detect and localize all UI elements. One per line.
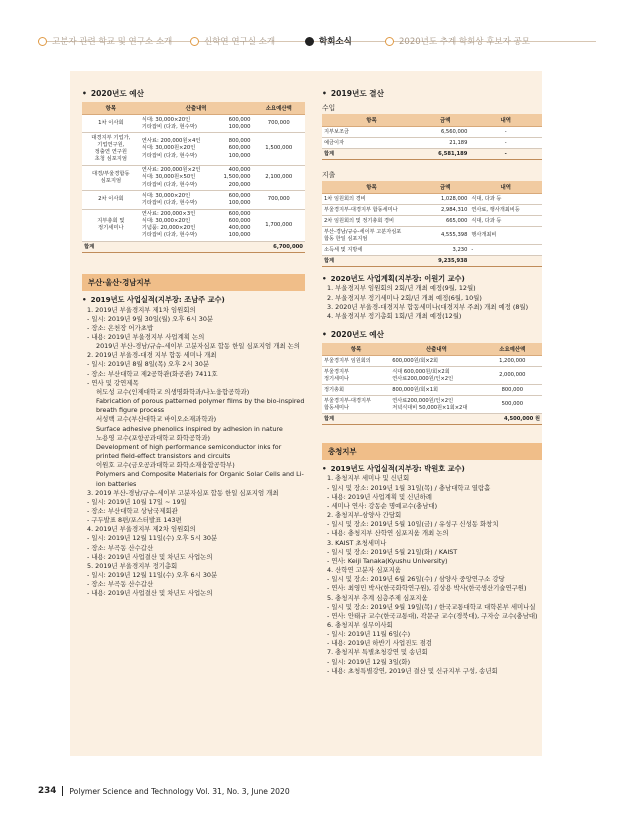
col-header: 산출내역: [140, 102, 253, 115]
total-label: 합계: [322, 414, 390, 425]
list-item: - 내용: 초청특별강연, 2019년 결산 및 신규지부 구성, 송년회: [327, 666, 498, 675]
list-item: Development of high performance semiconductor inks for printed field-effect transistors and circuits: [96, 442, 282, 461]
cell-detail: 600,000원/회×2회: [390, 356, 482, 367]
total-note: [469, 256, 542, 267]
table-total-row: [322, 414, 542, 425]
list-item: 2019년 부산-경남/규슈-세이부 고분자심포 합동 한일 심포지엄 개최 논의: [96, 342, 300, 351]
list-item: - 일시: 2019년 11월 6일(수): [327, 630, 411, 639]
plan-heading: • 2020년도 사업계획(지부장: 이원기 교수): [322, 274, 542, 284]
cell-total: 500,000: [483, 396, 542, 414]
left-column: [82, 88, 305, 599]
table-row: [82, 115, 305, 133]
cell-detail: 연사료: 200,000원×2인 식대: 30,000원×50인 기타잡비 (다과, 현수막): [140, 165, 216, 190]
cell-total: 1,700,000: [253, 209, 306, 242]
cell-note: 행사개최비: [469, 227, 542, 245]
col-header: 항목: [322, 181, 421, 194]
list-item: 7. 충청지부 특별초청강연 및 송년회: [327, 648, 428, 657]
cell-amounts: 800,000 600,000 100,000: [215, 133, 252, 166]
cell-amounts: 600,000 100,000: [215, 191, 252, 209]
cell-amount: 6,560,000: [421, 127, 469, 138]
nav-item-labs[interactable]: [190, 35, 275, 47]
nav-item-schools[interactable]: [38, 35, 172, 47]
nav-item-news[interactable]: [305, 35, 352, 47]
cell-item: 부울경지부 임원회의: [322, 356, 390, 367]
table-total-row: [322, 256, 542, 267]
cell-detail: 식대: 30,000×20인 기타잡비 (다과, 현수막): [140, 115, 216, 133]
cell-item: 2차 임원회의 및 정기총회 경비: [322, 216, 421, 227]
activity-heading: • 2019년도 사업실적(지부장: 박원호 교수): [322, 464, 542, 474]
cell-item: 대경지부 기업가, 기업연구원, 정출연 연구원 초청 심포지엄: [82, 133, 140, 166]
cell-item: 부울경지부 정기세미나: [322, 367, 390, 385]
list-item: - 내용: 2019년 사업계획 및 신년하례: [327, 492, 432, 501]
cell-detail: 연사료200,000원/인×2인 저녁식대비 50,000원×1회×2대: [390, 396, 482, 414]
cell-amount: 665,000: [421, 216, 469, 227]
section-title-busan: 부산·울산·경남지부: [82, 274, 305, 291]
total-value: 9,235,938: [421, 256, 469, 267]
budget-heading: • 2020년도 예산: [82, 88, 305, 99]
col-header: 항목: [82, 102, 140, 115]
cell-item: 예금이자: [322, 138, 421, 149]
list-item: - 장소: 부산대학교 상남국제회관: [87, 506, 178, 515]
cell-amounts: 600,000 600,000 400,000 100,000: [215, 209, 252, 242]
income-table: [322, 114, 542, 160]
table-row: [322, 227, 542, 245]
list-item: 5. 충청지부 추계 심층주제 심포지움: [327, 593, 428, 602]
list-item: - 일시: 2019년 8월 8일(목) 오후 2시 30분: [87, 360, 209, 369]
table-row: [322, 396, 542, 414]
total-label: 합계: [82, 242, 140, 253]
top-navigation: [0, 0, 622, 70]
list-item: 3. KAIST 초청세미나: [327, 538, 387, 547]
cell-item: 부울경지부-대경지부 합동세미나: [322, 396, 390, 414]
table-row: [322, 245, 542, 256]
section-title-chungcheong: 충청지부: [322, 443, 542, 460]
list-item: 2. 충청지부-삼양사 간담회: [327, 511, 402, 520]
list-item: 5. 2019년 부울경지부 정기총회: [87, 561, 178, 570]
list-item: 허도성 교수(인제대학교 의생명화학과/나노융합공학과): [96, 387, 250, 396]
table-row: [322, 138, 542, 149]
chungcheong-activity-list: [322, 464, 542, 676]
cell-note: 식대, 다과 등: [469, 216, 542, 227]
cell-detail: 식대: 30,000×20인 기타잡비 (다과, 현수막): [140, 191, 216, 209]
list-item: - 일시: 2019년 12월 3일(화): [327, 657, 411, 666]
list-item: - 장소: 온천장 어가초밥: [87, 323, 154, 332]
table-row: [322, 385, 542, 396]
list-item: - 일시 및 장소: 2019년 5월 10일(금) / 유성구 신성동 화창치: [327, 520, 499, 529]
table-row: [322, 127, 542, 138]
list-item: - 장소: 부곡동 산수갑산: [87, 543, 154, 552]
table-row: [322, 205, 542, 216]
cell-item: 정기총회: [322, 385, 390, 396]
cell-note: -: [469, 245, 542, 256]
list-item: - 연사: Keiji Tanaka(Kyushu University): [327, 556, 448, 565]
page-footer: [38, 786, 290, 796]
page-number: 234: [38, 786, 57, 796]
nav-item-label: 고분자 관련 학교 및 연구소 소개: [52, 37, 173, 47]
list-item: 6. 충청지부 실무이사회: [327, 620, 393, 629]
list-item: - 일시: 2019년 12월 11일(수) 오후 5시 30분: [87, 534, 218, 543]
cell-item: 부산-경남/규슈-세이부 고분자심포 합동 한일 심포지엄: [322, 227, 421, 245]
budget2020-heading: • 2020년도 예산: [322, 329, 542, 340]
cell-amounts: 400,000 1,500,000 200,000: [215, 165, 252, 190]
plan-item: 4. 부울경지부 정기총회 1회/년 개최 예정(12월): [327, 311, 462, 320]
list-item: Surface adhesive phenolics inspired by adhesion in nature: [96, 424, 283, 433]
list-item: Polymers and Composite Materials for Organic Solar Cells and Li-ion batteries: [96, 470, 304, 488]
nav-item-awards[interactable]: [385, 35, 530, 47]
cell-total: 700,000: [253, 191, 306, 209]
table-row: [82, 165, 305, 190]
table-row: [82, 209, 305, 242]
list-item: 2. 2019년 부울경-대경 지부 합동 세미나 개최: [87, 351, 217, 360]
list-item: - 연사: 안태규 교수(한국교통대), 곽문규 교수(경북대), 구자승 교수(충남대): [327, 611, 538, 620]
cell-total: 2,000,000: [483, 367, 542, 385]
cell-item: 1차 이사회: [82, 115, 140, 133]
col-header: 항목: [322, 114, 421, 127]
list-item: - 연사: 최영민 박사(한국화학연구원), 김상용 박사(한국생산기술연구원): [327, 584, 527, 593]
expense-table: [322, 181, 542, 267]
footer-divider: [62, 786, 63, 796]
plan-item: 2. 부울경지부 정기세미나 2회/년 개최 예정(6월, 10월): [327, 293, 482, 302]
busan-activity-list: [82, 295, 305, 598]
col-header: 내역: [469, 181, 542, 194]
col-header: 내역: [469, 114, 542, 127]
cell-detail: 800,000원/회×1회: [390, 385, 482, 396]
plan-item: 1. 부울경지부 임원회의 2회/년 개최 예정(9월, 12월): [327, 284, 476, 293]
total-value: 4,500,000 원: [390, 414, 542, 425]
journal-name: Polymer Science and Technology Vol. 31, No. 3, June 2020: [69, 786, 290, 796]
list-item: - 일시 및 장소: 2019년 1월 31일(목) / 충남대학교 열람홀: [327, 483, 491, 492]
list-item: - 일시 및 장소: 2019년 5월 21일(화) / KAIST: [327, 547, 458, 556]
cell-amounts: 600,000 100,000: [215, 115, 252, 133]
nav-item-label: 신학연 연구실 소개: [204, 37, 276, 47]
list-item: - 내용: 2019년 하반기 사업진도 점검: [327, 639, 432, 648]
nav-item-label: 학회소식: [319, 37, 352, 47]
list-item: - 내용: 2019년 사업결산 및 차년도 사업논의: [87, 589, 213, 598]
list-item: 4. 산학연 고분자 심포지움: [327, 566, 401, 575]
list-item: 1. 2019년 부울경지부 제1차 임원회의: [87, 305, 196, 314]
cell-total: 800,000: [483, 385, 542, 396]
cell-note: -: [469, 127, 542, 138]
right-column: [322, 88, 542, 676]
income-label: 수입: [322, 104, 336, 112]
cell-total: 1,200,000: [483, 356, 542, 367]
col-header: 소요예산액: [483, 343, 542, 356]
list-item: - 장소: 부곡동 산수갑산: [87, 580, 154, 589]
table-total-row: [322, 149, 542, 160]
nav-item-label: 2020년도 추계 학회상 후보자 공모: [399, 37, 530, 47]
col-header: 항목: [322, 343, 390, 356]
table-row: [322, 367, 542, 385]
list-item: Fabrication of porous patterned polymer films by the bio-inspired breath figure process: [96, 397, 305, 415]
cell-detail: 연사료: 200,000원×4인 식대: 30,000원×20인 기타잡비 (다과, 현수막): [140, 133, 216, 166]
list-item: - 내용: 충청지부 산학연 심포지움 개최 논의: [327, 529, 449, 538]
list-item: - 구두발표 8편/포스터발표 143편: [87, 516, 182, 525]
nav-dot-icon: [190, 37, 199, 46]
cell-note: 연사료, 행사개최비등: [469, 205, 542, 216]
plan-item: 3. 2020년 부울경-대경지부 합동세미나(대경지부 주최) 개최 예정 (8월): [327, 302, 529, 311]
list-item: - 일시 및 장소: 2019년 9월 19일(목) / 한국교통대학교 대학본부 세미나실: [327, 602, 536, 611]
list-item: - 일시: 2019년 9월 30일(월) 오후 6시 30분: [87, 314, 214, 323]
settlement-heading: • 2019년도 결산: [322, 88, 542, 99]
activity-heading: • 2019년도 사업실적(지부장: 조남주 교수): [82, 295, 305, 305]
list-item: 3. 2019 부산-경남/규슈-세이부 고분자심포 합동 한일 심포지엄 개최: [87, 488, 279, 497]
budget-table: [82, 102, 305, 253]
cell-total: 2,100,000: [253, 165, 306, 190]
cell-item: 부울경지부-대경지부 합동세미나: [322, 205, 421, 216]
list-item: - 내용: 2019년 부울경지부 사업계획 논의: [87, 333, 205, 342]
list-item: 노용영 교수(포항공과대학교 화학공학과): [96, 433, 210, 442]
cell-detail: 연사료: 200,000×3인 식대: 30,000×20인 기념품: 20,000×20인 기타잡비 (다과, 현수막): [140, 209, 216, 242]
col-header: 금액: [421, 114, 469, 127]
list-item: - 일시: 2019년 10월 17일 ~ 19일: [87, 497, 187, 506]
budget2020-table: [322, 343, 542, 425]
list-item: - 장소: 부산대학교 제2공학관(화공관) 7411호: [87, 369, 218, 378]
cell-item: 지부보조금: [322, 127, 421, 138]
list-item: - 일시 및 장소: 2019년 6월 26일(수) / 삼양사 중앙연구소 강당: [327, 575, 505, 584]
col-header: 소요예산액: [253, 102, 306, 115]
plan-list: [322, 274, 542, 321]
nav-dot-icon: [38, 37, 47, 46]
cell-detail: 식대 600,000원/회×2회 연사료200,000원/인×2인: [390, 367, 482, 385]
cell-amount: 21,189: [421, 138, 469, 149]
table-row: [322, 194, 542, 205]
list-item: - 내용: 2019년 사업결산 및 차년도 사업논의: [87, 552, 213, 561]
list-item: - 연사 및 강연제목: [87, 378, 139, 387]
table-row: [82, 133, 305, 166]
list-item: 서성백 교수(부산대학교 바이오소재과학과): [96, 415, 217, 424]
cell-item: 2차 이사회: [82, 191, 140, 209]
total-note: -: [469, 149, 542, 160]
cell-item: 1차 임원회의 경비: [322, 194, 421, 205]
col-header: 금액: [421, 181, 469, 194]
table-row: [82, 191, 305, 209]
list-item: - 세미나 연사: 강동순 명예교수(충남대): [327, 501, 438, 510]
table-row: [322, 216, 542, 227]
cell-item: 지부총회 및 정기세미나: [82, 209, 140, 242]
cell-amount: 1,028,000: [421, 194, 469, 205]
nav-dot-icon: [385, 37, 394, 46]
total-label: 합계: [322, 256, 421, 267]
cell-note: 식대, 다과 등: [469, 194, 542, 205]
col-header: 산출내역: [390, 343, 482, 356]
table-row: [322, 356, 542, 367]
total-label: 합계: [322, 149, 421, 160]
total-value: 6,581,189: [421, 149, 469, 160]
cell-total: 1,500,000: [253, 133, 306, 166]
cell-total: 700,000: [253, 115, 306, 133]
cell-item: 대경/부울경합동 심포지엄: [82, 165, 140, 190]
list-item: - 일시: 2019년 12월 11일(수) 오후 6시 30분: [87, 571, 218, 580]
list-item: 4. 2019년 부울경지부 제2차 임원회의: [87, 525, 196, 534]
cell-amount: 2,984,310: [421, 205, 469, 216]
total-value: 6,700,000: [140, 242, 305, 253]
cell-amount: 4,555,398: [421, 227, 469, 245]
nav-dot-active-icon: [305, 37, 314, 46]
list-item: 이원호 교수(금오공과대학교 화학소재융합공학부): [96, 461, 235, 470]
table-total-row: [82, 242, 305, 253]
cell-note: -: [469, 138, 542, 149]
cell-amount: 3,230: [421, 245, 469, 256]
list-item: 1. 충청지부 세미나 및 신년회: [327, 474, 410, 483]
expense-label: 지출: [322, 171, 336, 180]
cell-item: 소득세 및 지방세: [322, 245, 421, 256]
